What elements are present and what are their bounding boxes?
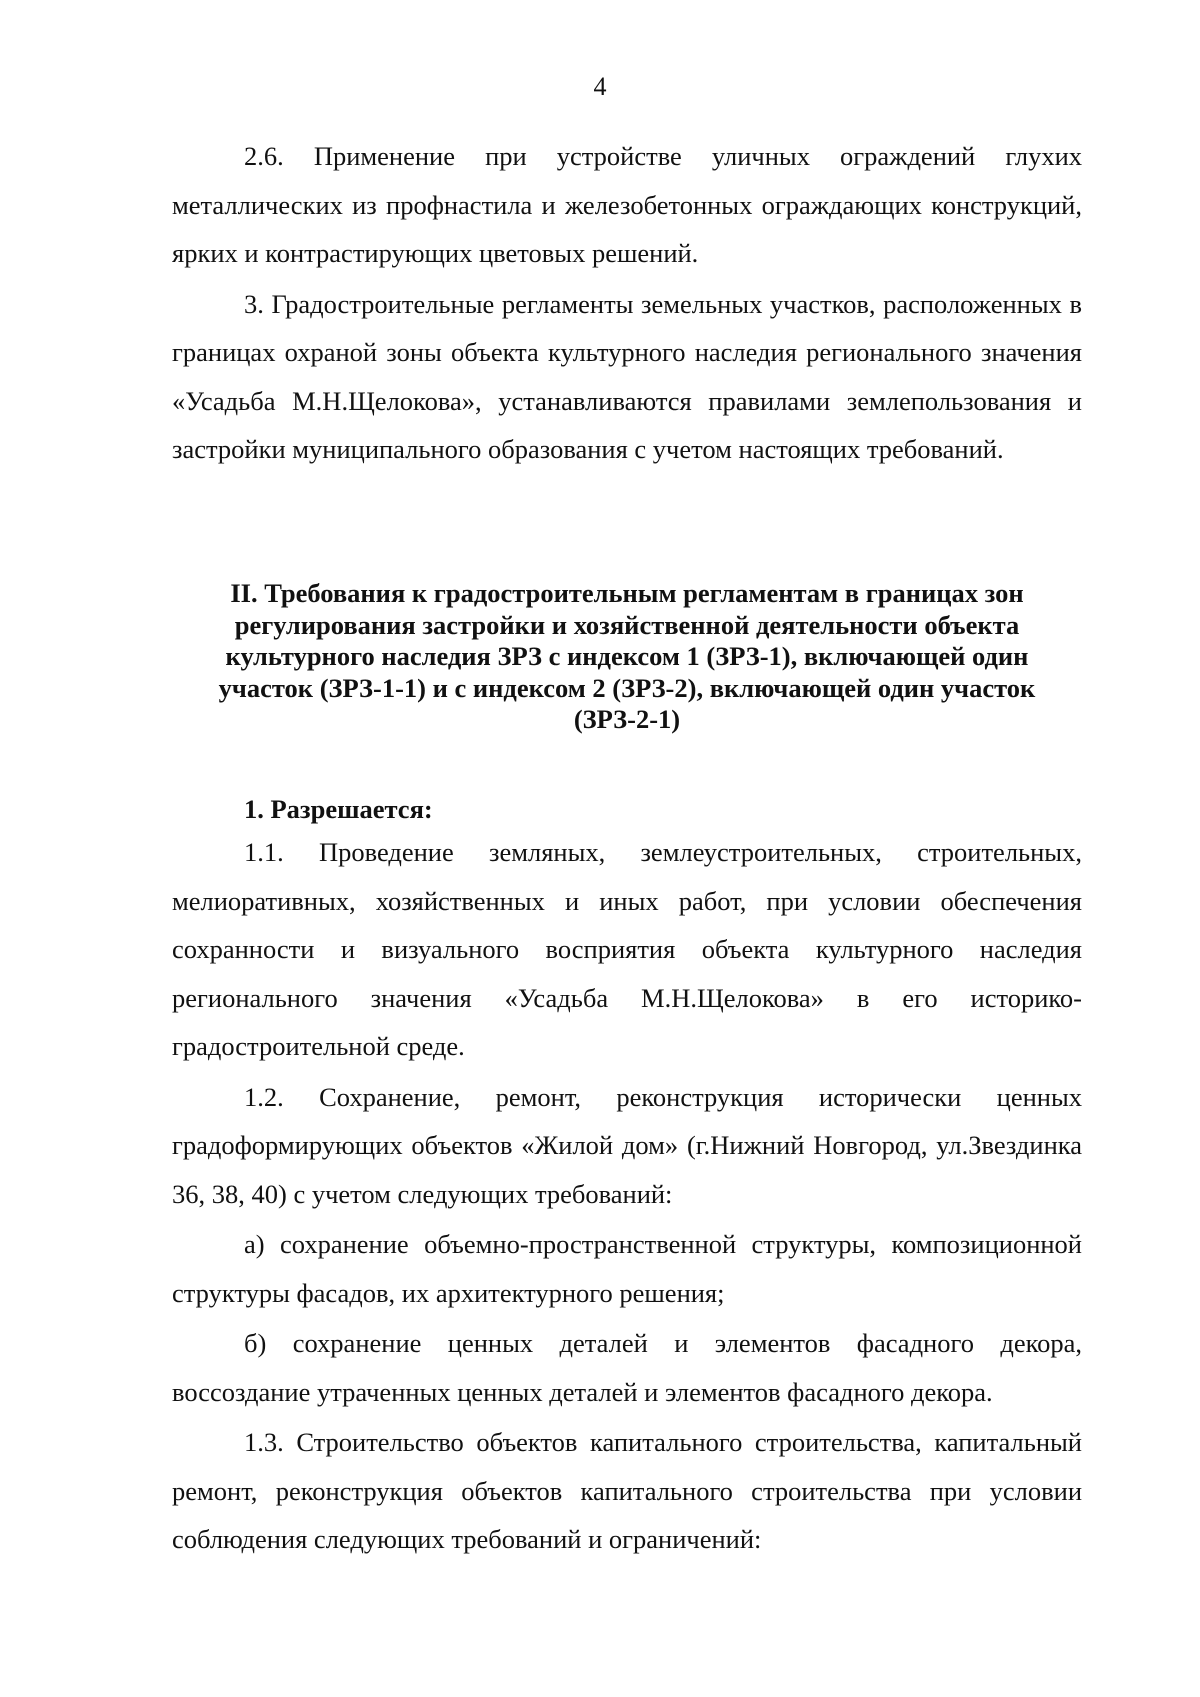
section-heading-line: культурного наследия ЗРЗ с индексом 1 (ЗРЗ-1), включающей один — [225, 641, 1029, 671]
section-heading — [172, 578, 1082, 736]
paragraph-1-1: 1.1. Проведение земляных, землеустроительных, строительных, мелиоративных, хозяйственных и иных работ, при условии обеспечения сохранности и визуального восприятия объекта культурного наследия регионального значения «Усадьба М.Н.Щелокова» в его историко-градостроительной среде. — [172, 837, 1082, 1061]
paragraph-1-3: 1.3. Строительство объектов капитального строительства, капитальный ремонт, реконструкция объектов капитального строительства при условии соблюдения следующих требований и ограничений: — [172, 1427, 1082, 1554]
paragraph-item-b: б) сохранение ценных деталей и элементов фасадного декора, воссоздание утраченных ценных деталей и элементов фасадного декора. — [172, 1328, 1082, 1407]
section-heading-line: участок (ЗРЗ-1-1) и с индексом 2 (ЗРЗ-2), включающей один участок — [218, 672, 1036, 703]
paragraph-3: 3. Градостроительные регламенты земельных участков, расположенных в границах охраной зоны объекта культурного наследия регионального значения «Усадьба М.Н.Щелокова», устанавливаются правилами землепользования и застройки муниципального образования с учетом настоящих требований. — [172, 288, 1082, 464]
section-heading-line: II. Требования к градостроительным регламентам в границах зон — [230, 578, 1024, 608]
paragraph-2-6: 2.6. Применение при устройстве уличных ограждений глухих металлических из профнастила и железобетонных ограждающих конструкций, ярких и контрастирующих цветовых решений. — [172, 141, 1082, 268]
paragraph-1-2: 1.2. Сохранение, ремонт, реконструкция исторически ценных градоформирующих объектов «Жилой дом» (г.Нижний Новгород, ул.Звездинка 36, 38, 40) с учетом следующих требований: — [172, 1081, 1082, 1209]
page-number: 4 — [593, 72, 607, 101]
bottom-paragraphs — [172, 828, 1082, 1564]
top-paragraphs — [172, 132, 1082, 474]
section-heading-line: регулирования застройки и хозяйственной деятельности объекта — [234, 609, 1020, 640]
subheading-allowed: 1. Разрешается: — [244, 794, 433, 824]
section-heading-line: (ЗРЗ-2-1) — [573, 704, 681, 734]
paragraph-item-a: а) сохранение объемно-пространственной структуры, композиционной структуры фасадов, их архитектурного решения; — [172, 1229, 1082, 1308]
